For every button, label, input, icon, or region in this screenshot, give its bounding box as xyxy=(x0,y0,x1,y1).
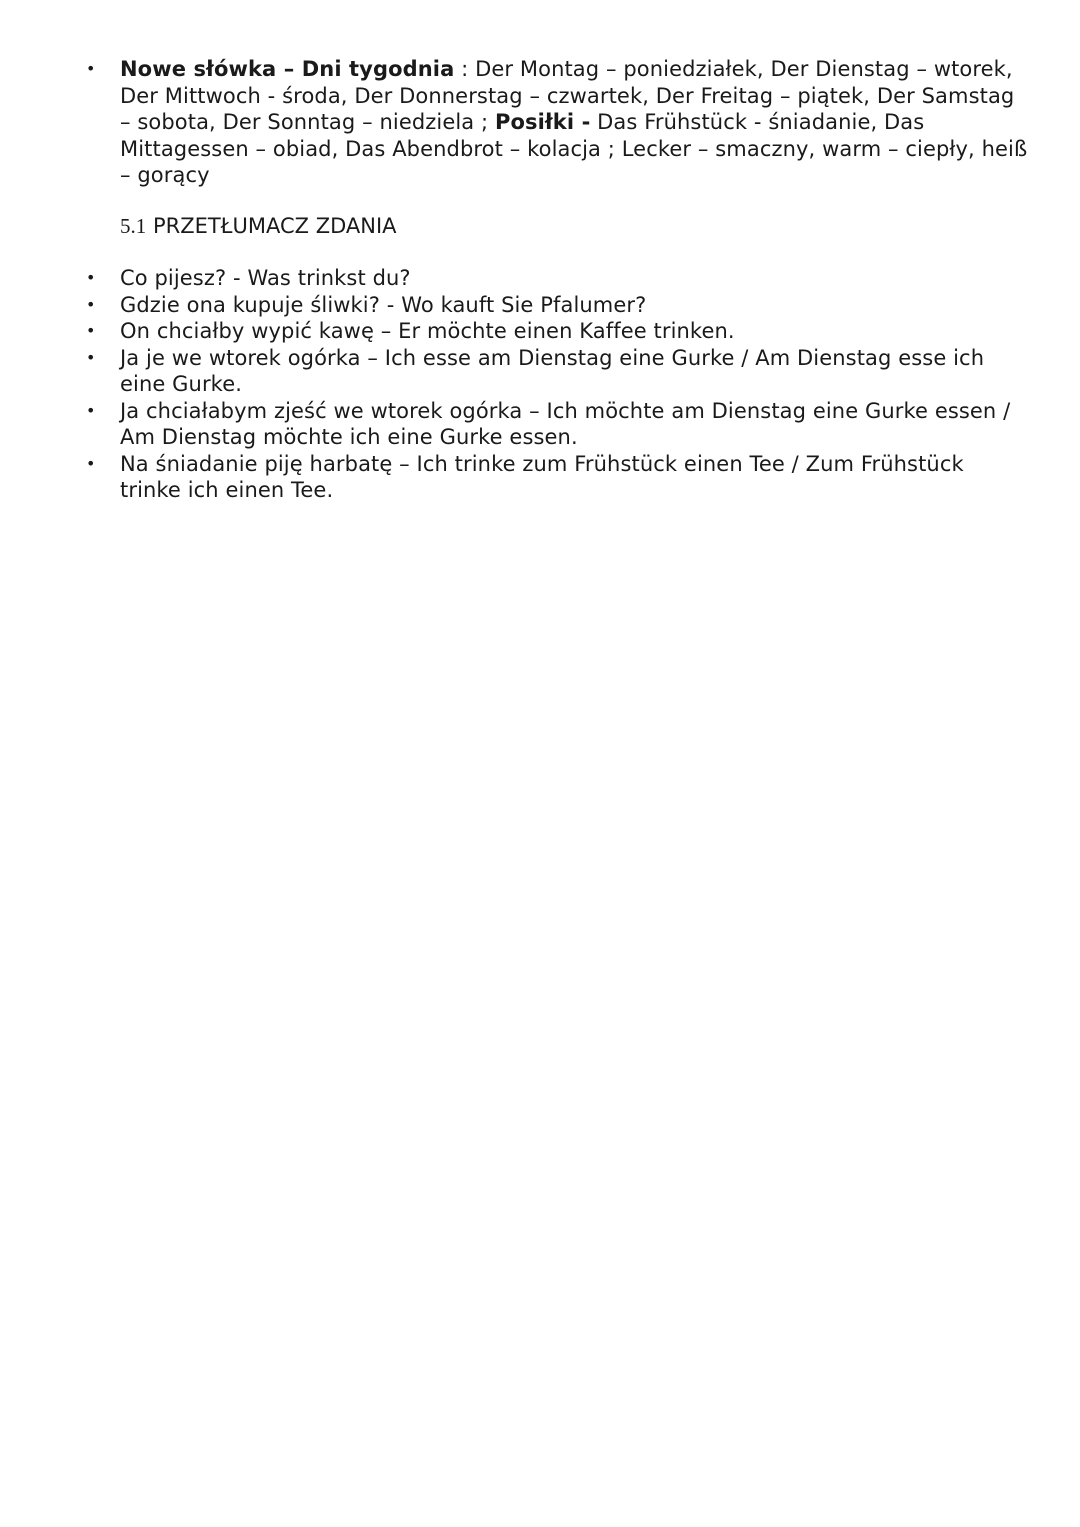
bullet-icon: • xyxy=(86,400,96,420)
sentence-text: Co pijesz? - Was trinkst du? xyxy=(120,266,411,290)
vocabulary-item xyxy=(0,56,1080,189)
bullet-icon: • xyxy=(86,59,96,78)
sentence-item xyxy=(0,318,1080,345)
sentence-text: Gdzie ona kupuje śliwki? - Wo kauft Sie Pfalumer? xyxy=(120,292,647,317)
sentence-item xyxy=(0,398,1080,451)
vocabulary-meals-text: Das Frühstück - śniadanie, Das Mittagessen – obiad, Das Abendbrot – kolacja ; Lecker – smaczny, warm – ciepły, heiß – gorący xyxy=(120,110,1028,187)
section-number: 5.1 xyxy=(120,214,147,238)
sentences-list xyxy=(0,265,1080,504)
bullet-icon: • xyxy=(86,347,96,367)
section-heading xyxy=(120,213,397,239)
bullet-icon: • xyxy=(86,321,96,340)
bullet-icon: • xyxy=(86,453,96,473)
sentence-text: On chciałby wypić kawę – Er möchte einen Kaffee trinken. xyxy=(120,319,735,343)
sentence-text: Ja chciałabym zjeść we wtorek ogórka – Ich möchte am Dienstag eine Gurke essen / Am Dienstag möchte ich eine Gurke essen. xyxy=(120,398,1011,449)
sentence-text: Na śniadanie piję harbatę – Ich trinke zum Frühstück einen Tee / Zum Frühstück trinke ich einen Tee. xyxy=(120,451,964,502)
section-title: PRZETŁUMACZ ZDANIA xyxy=(152,214,397,238)
bullet-icon: • xyxy=(86,268,96,287)
sentence-item xyxy=(0,265,1080,292)
vocabulary-list xyxy=(0,56,1080,189)
sentence-text: Ja je we wtorek ogórka – Ich esse am Dienstag eine Gurke / Am Dienstag esse ich eine Gurke. xyxy=(120,345,985,396)
sentence-item xyxy=(0,345,1080,398)
sentence-item xyxy=(0,292,1080,319)
vocabulary-heading-meals: Posiłki - xyxy=(494,110,591,134)
sentence-item xyxy=(0,451,1080,504)
bullet-icon: • xyxy=(86,294,96,314)
vocabulary-heading-days: Nowe słówka – Dni tygodnia xyxy=(120,57,455,81)
vocabulary-days-text: : Der Montag – poniedziałek, Der Dienstag – wtorek, Der Mittwoch - środa, Der Donnerstag – czwartek, Der Freitag – piątek, Der Samstag – sobota, Der Sonntag – niedziela ; xyxy=(120,57,1015,134)
